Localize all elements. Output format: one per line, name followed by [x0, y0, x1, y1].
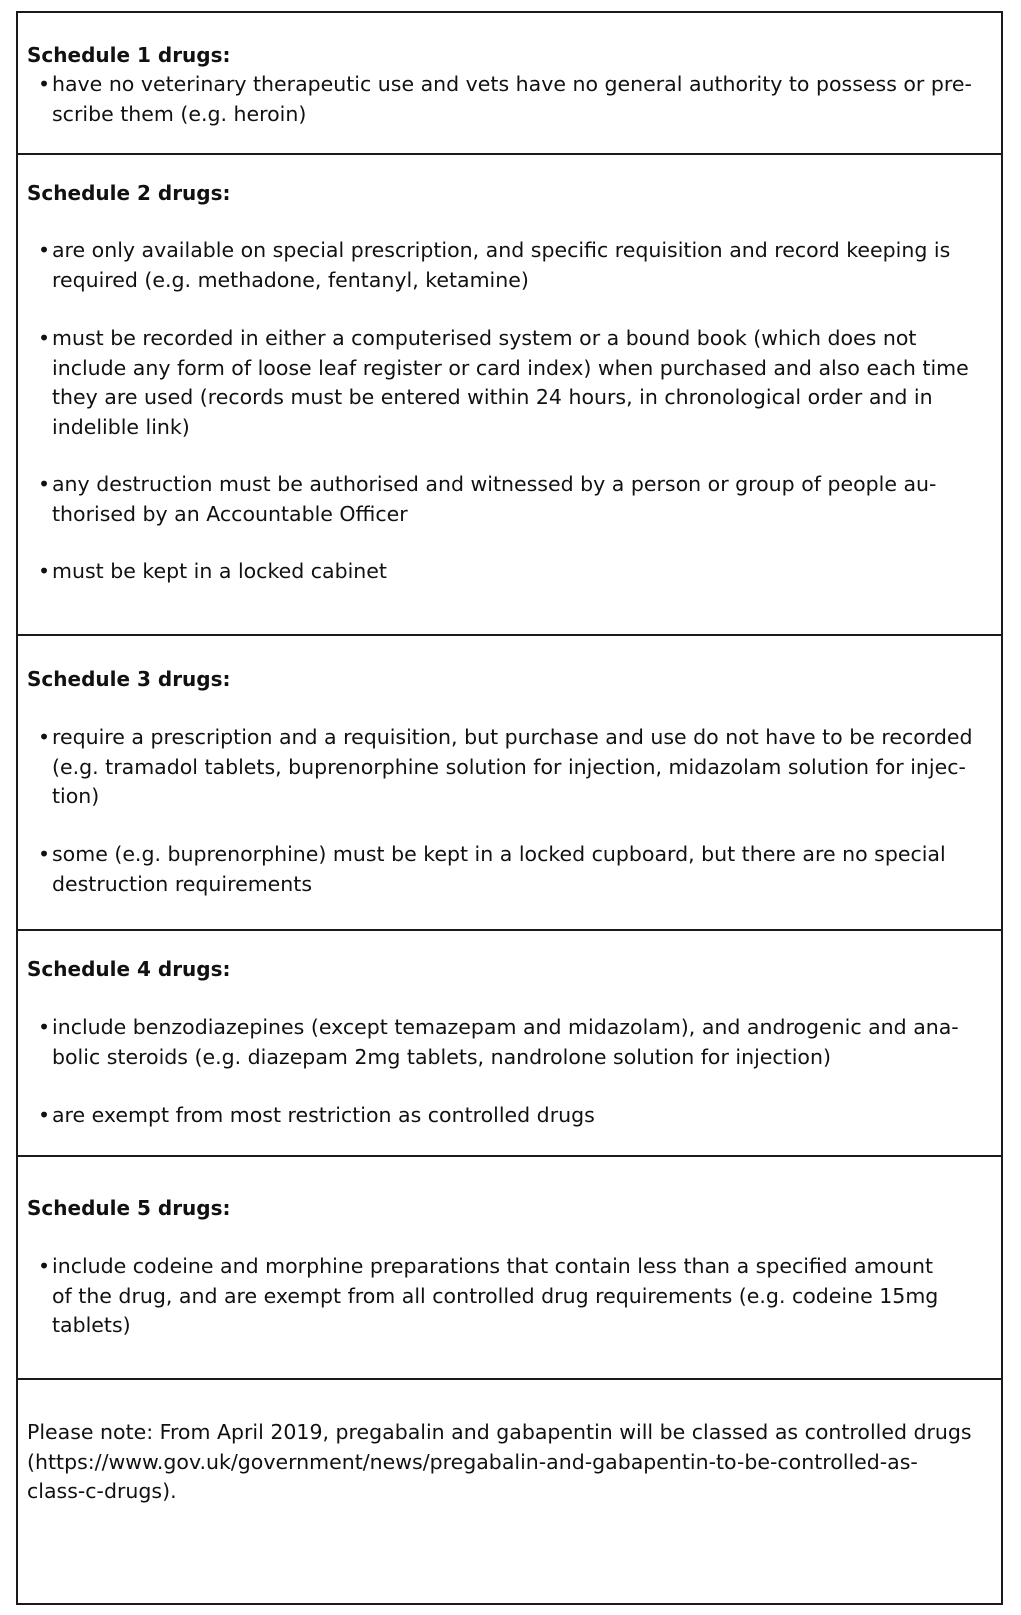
- controlled-drugs-table: [16, 11, 1003, 1605]
- bullet-icon: •: [38, 238, 51, 262]
- schedule-5-section: [18, 1155, 1001, 1378]
- list-item: • any destruction must be authorised and witnessed by a person or group of people au- thorised by an Accountable Officer: [38, 472, 937, 526]
- bullet-icon: •: [38, 725, 51, 749]
- list-item: • include codeine and morphine preparations that contain less than a specified amount of the drug, and are exempt from all controlled drug requirements (e.g. codeine 15mg tablets): [38, 1254, 939, 1337]
- schedule-2-section: [18, 153, 1001, 634]
- bullet-icon: •: [38, 472, 51, 496]
- list-item: • have no veterinary therapeutic use and vets have no general authority to possess or pre- scribe them (e.g. heroin): [38, 72, 972, 126]
- schedule-1-heading: Schedule 1 drugs:: [27, 43, 231, 67]
- bullet-icon: •: [38, 842, 51, 866]
- schedule-3-heading: Schedule 3 drugs:: [27, 667, 231, 691]
- schedule-2-heading: Schedule 2 drugs:: [27, 181, 231, 205]
- bullet-icon: •: [38, 1015, 51, 1039]
- list-item: • are exempt from most restriction as controlled drugs: [52, 1101, 991, 1131]
- bullet-icon: •: [38, 559, 51, 583]
- list-item: • require a prescription and a requisition, but purchase and use do not have to be recorded (e.g. tramadol tablets, buprenorphine solution for injection, midazolam solution for injec- tion): [38, 725, 973, 808]
- schedule-3-section: [18, 634, 1001, 929]
- schedule-4-section: [18, 929, 1001, 1155]
- schedule-1-section: [18, 13, 1001, 153]
- bullet-icon: •: [38, 326, 51, 350]
- note-text: Please note: From April 2019, pregabalin and gabapentin will be classed as controlled drugs (https://www.gov.uk/government/news/pregabalin-and-gabapentin-to-be-controlled-as- class-c-drugs).: [27, 1420, 972, 1503]
- list-item: • are only available on special prescription, and specific requisition and record keeping is required (e.g. methadone, fentanyl, ketamine): [38, 238, 951, 292]
- bullet-icon: •: [38, 72, 51, 96]
- list-item: • must be recorded in either a computerised system or a bound book (which does not include any form of loose leaf register or card index) when purchased and also each time they are used (records must be entered within 24 hours, in chronological order and in indelible link): [38, 326, 969, 439]
- list-item: • include benzodiazepines (except temazepam and midazolam), and androgenic and ana- bolic steroids (e.g. diazepam 2mg tablets, nandrolone solution for injection): [38, 1015, 959, 1069]
- list-item: • some (e.g. buprenorphine) must be kept in a locked cupboard, but there are no special destruction requirements: [38, 842, 946, 896]
- schedule-5-heading: Schedule 5 drugs:: [27, 1196, 231, 1220]
- list-item: • must be kept in a locked cabinet: [52, 557, 991, 587]
- note-section: [18, 1378, 1001, 1603]
- bullet-icon: •: [38, 1254, 51, 1278]
- schedule-4-heading: Schedule 4 drugs:: [27, 957, 231, 981]
- bullet-icon: •: [38, 1103, 51, 1127]
